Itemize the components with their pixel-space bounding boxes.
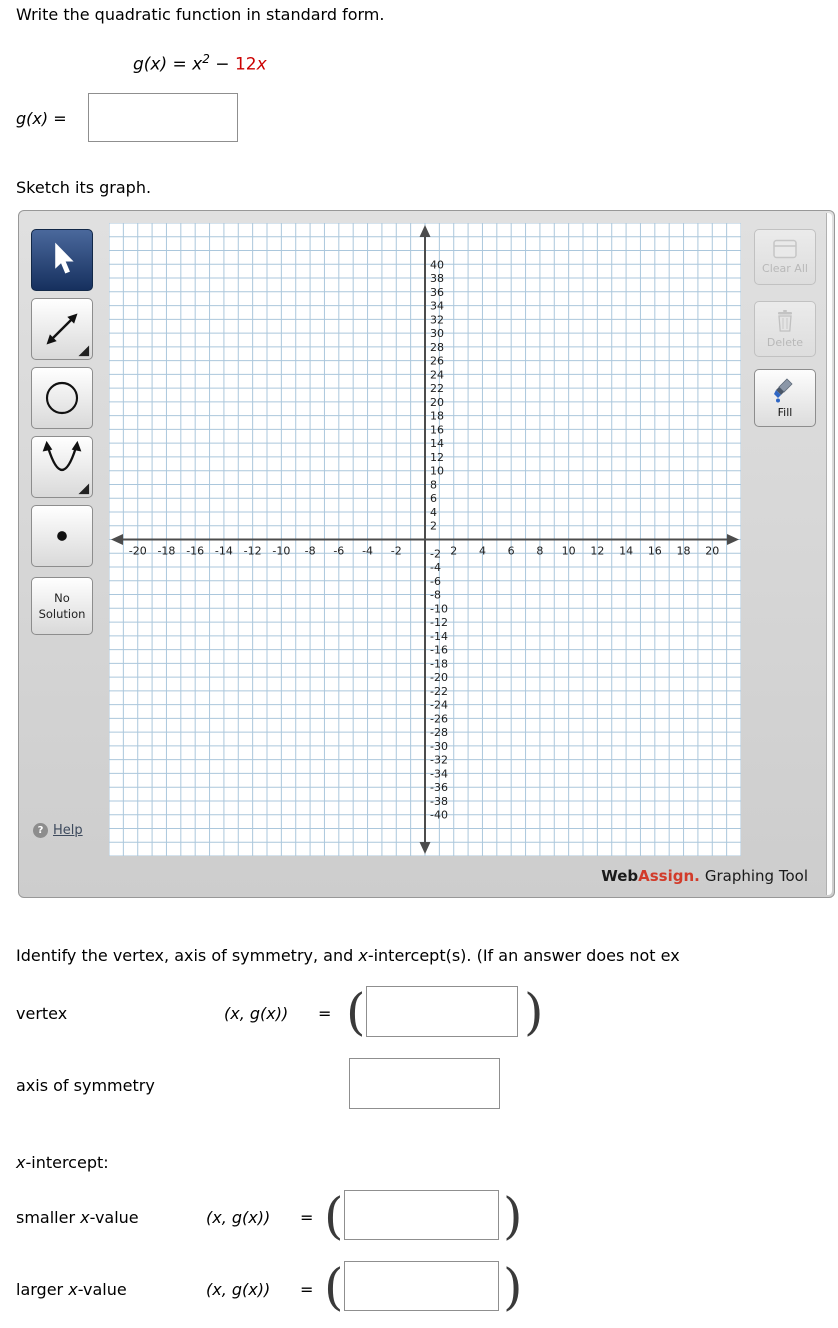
svg-text:6: 6 <box>430 492 437 506</box>
given-equation <box>133 52 267 75</box>
svg-text:-38: -38 <box>430 794 448 808</box>
svg-text:36: 36 <box>430 285 444 299</box>
svg-text:-2: -2 <box>390 544 402 558</box>
svg-text:30: 30 <box>430 327 444 341</box>
axis-of-symmetry-input[interactable] <box>349 1058 500 1109</box>
svg-text:24: 24 <box>430 368 444 382</box>
svg-text:40: 40 <box>430 258 444 272</box>
delete-button[interactable] <box>754 301 816 357</box>
graph-canvas[interactable] <box>109 223 741 856</box>
svg-text:-32: -32 <box>430 753 448 767</box>
svg-text:8: 8 <box>536 544 544 558</box>
svg-text:-16: -16 <box>186 544 205 558</box>
smaller-paren-open: ( <box>324 1187 344 1245</box>
svg-text:4: 4 <box>478 544 486 558</box>
svg-text:10: 10 <box>561 544 576 558</box>
vertex-label: vertex <box>16 1004 68 1023</box>
svg-text:-26: -26 <box>430 712 448 726</box>
svg-text:2: 2 <box>450 544 458 558</box>
svg-text:4: 4 <box>430 505 437 519</box>
svg-text:8: 8 <box>430 478 437 492</box>
svg-text:32: 32 <box>430 313 444 327</box>
svg-text:26: 26 <box>430 354 444 368</box>
equation-exponent: 2 <box>202 52 210 66</box>
identify-prompt-pre: Identify the vertex, axis of symmetry, and <box>16 946 359 965</box>
brand-suffix: Graphing Tool <box>704 867 808 885</box>
clear-all-button[interactable] <box>754 229 816 285</box>
equation-minus: − <box>209 54 235 75</box>
submenu-corner-icon <box>78 483 89 494</box>
svg-text:-10: -10 <box>430 602 448 616</box>
dot-icon <box>32 506 92 566</box>
delete-label: Delete <box>766 336 804 349</box>
svg-text:14: 14 <box>619 544 634 558</box>
larger-x-label <box>16 1280 127 1299</box>
svg-text:-12: -12 <box>430 616 448 630</box>
svg-text:-2: -2 <box>430 547 441 561</box>
svg-text:-8: -8 <box>304 544 316 558</box>
svg-text:-22: -22 <box>430 684 448 698</box>
svg-text:-14: -14 <box>430 629 448 643</box>
svg-text:14: 14 <box>430 437 444 451</box>
smaller-paren-close: ) <box>503 1187 523 1245</box>
axis-of-symmetry-label: axis of symmetry <box>16 1076 155 1095</box>
svg-text:-10: -10 <box>272 544 291 558</box>
parabola-icon <box>32 437 92 497</box>
equation-variable: x <box>256 54 267 75</box>
larger-pre: larger <box>16 1280 69 1299</box>
svg-text:-14: -14 <box>214 544 233 558</box>
larger-equals: = <box>300 1280 314 1299</box>
clear-all-label: Clear All <box>762 262 808 275</box>
svg-text:-6: -6 <box>333 544 345 558</box>
larger-post: -value <box>77 1280 127 1299</box>
submenu-corner-icon <box>78 345 89 356</box>
sketch-prompt: Sketch its graph. <box>16 178 152 197</box>
graphing-tool-panel <box>18 210 835 898</box>
svg-text:6: 6 <box>507 544 515 558</box>
smaller-post: -value <box>89 1208 139 1227</box>
larger-pair-label: (x, g(x)) <box>206 1280 271 1299</box>
no-solution-label-line2: Solution <box>38 607 86 621</box>
fill-brush-icon <box>772 377 798 403</box>
vertex-input[interactable] <box>366 986 518 1037</box>
clear-all-icon <box>772 239 798 259</box>
svg-text:-30: -30 <box>430 739 448 753</box>
help-link[interactable] <box>33 823 83 838</box>
answer-label: g(x) = <box>16 109 67 128</box>
identify-prompt-post: -intercept(s). (If an answer does not ex <box>367 946 680 965</box>
standard-form-input[interactable] <box>88 93 238 142</box>
point-tool-button[interactable] <box>31 505 93 567</box>
svg-text:16: 16 <box>430 423 444 437</box>
svg-text:2: 2 <box>430 519 437 533</box>
smaller-pair-label: (x, g(x)) <box>206 1208 271 1227</box>
svg-text:-28: -28 <box>430 726 448 740</box>
svg-text:-4: -4 <box>362 544 374 558</box>
question-prompt: Write the quadratic function in standard form. <box>16 5 385 24</box>
smaller-x-input[interactable] <box>344 1190 499 1240</box>
brand-assign: Assign. <box>638 867 700 885</box>
x-intercept-heading <box>16 1153 109 1172</box>
help-label: Help <box>53 823 83 838</box>
smaller-pre: smaller <box>16 1208 81 1227</box>
double-arrow-icon <box>32 299 92 359</box>
vertex-paren-open: ( <box>346 983 366 1041</box>
svg-text:-24: -24 <box>430 698 448 712</box>
larger-paren-open: ( <box>324 1258 344 1316</box>
svg-text:-12: -12 <box>243 544 262 558</box>
svg-text:-18: -18 <box>157 544 176 558</box>
svg-text:20: 20 <box>705 544 720 558</box>
x-intercept-heading-post: -intercept: <box>25 1153 109 1172</box>
svg-text:16: 16 <box>647 544 662 558</box>
line-tool-button[interactable] <box>31 298 93 360</box>
identify-prompt-x: x <box>358 946 368 965</box>
smaller-x-label <box>16 1208 139 1227</box>
panel-scrollbar[interactable] <box>826 213 832 895</box>
svg-text:-6: -6 <box>430 574 441 588</box>
no-solution-label-line1: No <box>54 591 70 605</box>
circle-tool-button[interactable] <box>31 367 93 429</box>
x-intercept-heading-x: x <box>16 1153 26 1172</box>
vertex-pair-label: (x, g(x)) <box>224 1004 289 1023</box>
vertex-paren-close: ) <box>524 983 544 1041</box>
vertex-equals: = <box>318 1004 332 1023</box>
smaller-equals: = <box>300 1208 314 1227</box>
svg-text:38: 38 <box>430 272 444 286</box>
cursor-icon <box>32 230 92 290</box>
trash-icon <box>774 309 796 333</box>
svg-text:12: 12 <box>590 544 605 558</box>
svg-text:34: 34 <box>430 299 444 313</box>
svg-text:10: 10 <box>430 464 444 478</box>
help-glyph: ? <box>37 825 44 836</box>
fill-button[interactable] <box>754 369 816 427</box>
svg-text:28: 28 <box>430 340 444 354</box>
svg-text:22: 22 <box>430 382 444 396</box>
svg-text:18: 18 <box>676 544 691 558</box>
equation-coefficient: 12 <box>234 54 257 75</box>
select-tool-button[interactable] <box>31 229 93 291</box>
svg-text:-40: -40 <box>430 808 448 822</box>
webassign-brand <box>601 867 808 885</box>
svg-text:-16: -16 <box>430 643 448 657</box>
svg-text:-36: -36 <box>430 781 448 795</box>
equation-lhs: g(x) = x <box>133 54 203 75</box>
smaller-x: x <box>80 1208 90 1227</box>
svg-text:-34: -34 <box>430 767 448 781</box>
larger-x: x <box>68 1280 78 1299</box>
fill-label: Fill <box>777 406 793 419</box>
svg-text:18: 18 <box>430 409 444 423</box>
svg-text:-20: -20 <box>128 544 147 558</box>
svg-text:-8: -8 <box>430 588 441 602</box>
svg-text:20: 20 <box>430 395 444 409</box>
parabola-tool-button[interactable] <box>31 436 93 498</box>
brand-web: Web <box>601 867 639 885</box>
identify-prompt <box>16 946 838 965</box>
larger-paren-close: ) <box>503 1258 523 1316</box>
svg-text:-4: -4 <box>430 561 441 575</box>
circle-icon <box>32 368 92 428</box>
help-icon <box>33 823 48 838</box>
no-solution-button[interactable] <box>31 577 93 635</box>
larger-x-input[interactable] <box>344 1261 499 1311</box>
svg-text:12: 12 <box>430 450 444 464</box>
svg-text:-18: -18 <box>430 657 448 671</box>
svg-text:-20: -20 <box>430 671 448 685</box>
